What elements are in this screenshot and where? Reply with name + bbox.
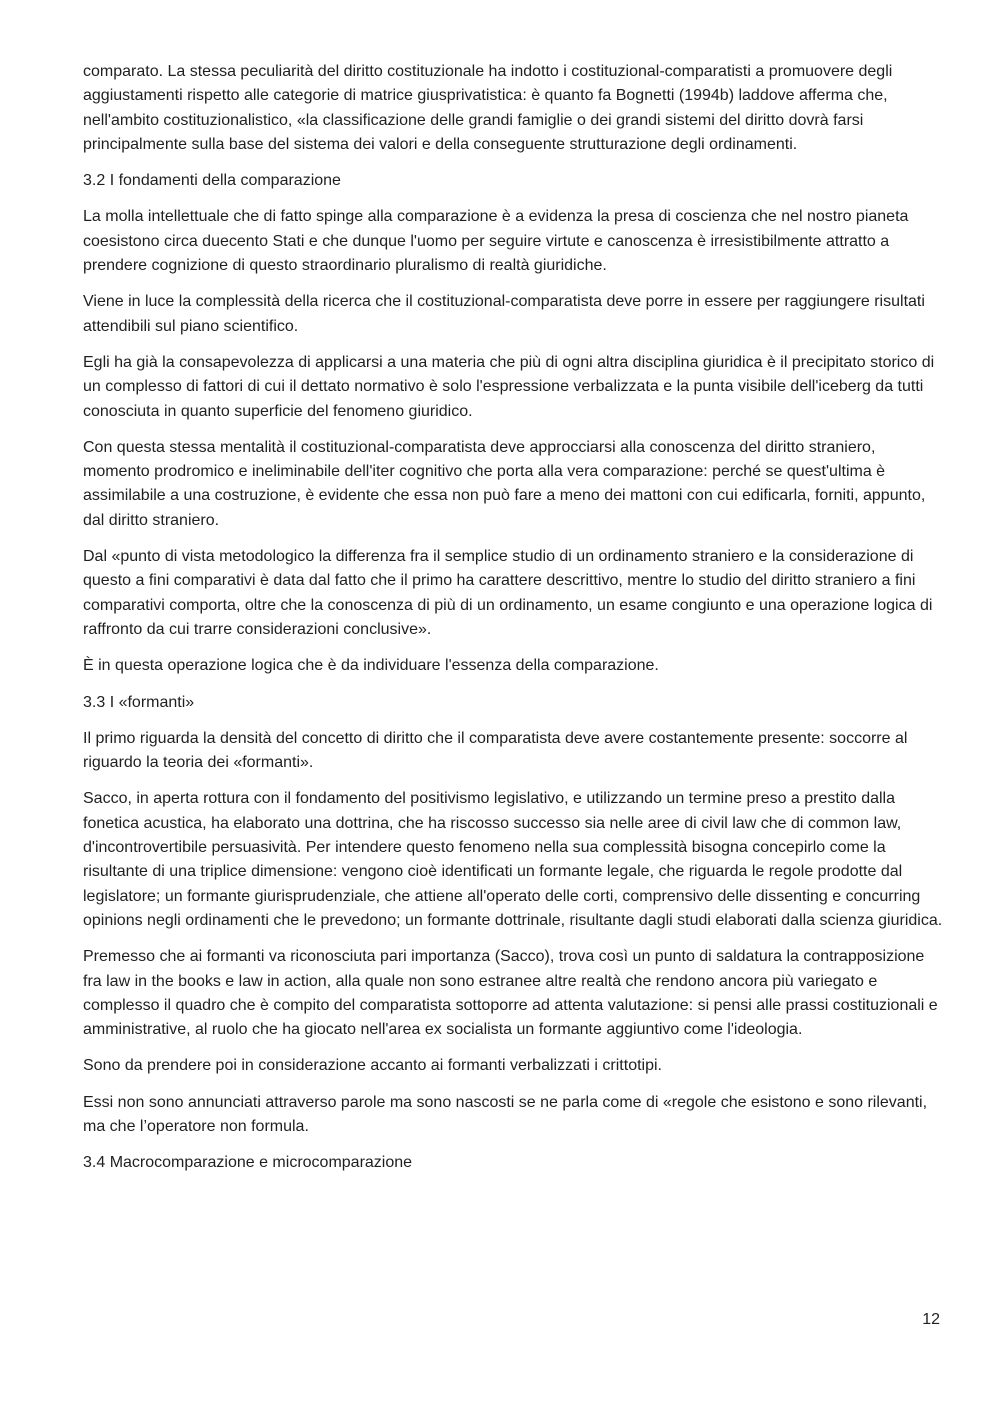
paragraph-continuation: comparato. La stessa peculiarità del diritto costituzionale ha indotto i costituzional-comparatisti a promuovere degli aggiustamenti rispetto alle categorie di matrice giusprivatistica: è quanto fa Bognetti (1994b) laddove afferma che, nell'ambito costituzionalistico, «la classificazione delle grandi famiglie o dei grandi sistemi del diritto dovrà farsi principalmente sulla base del sistema dei valori e della conseguente strutturazione degli ordinamenti.	[83, 63, 893, 153]
section-heading-3-2: 3.2 I fondamenti della comparazione	[83, 172, 341, 190]
paragraph: Sono da prendere poi in considerazione accanto ai formanti verbalizzati i crittotipi.	[83, 1057, 662, 1075]
section-heading-3-3: 3.3 I «formanti»	[83, 693, 195, 711]
paragraph: Egli ha già la consapevolezza di applicarsi a una materia che più di ogni altra disciplina giuridica è il precipitato storico di un complesso di fattori di cui il dettato normativo è solo l'espressione verbalizzata e la punta visibile dell'iceberg da tutti conosciuta in quanto superficie del fenomeno giuridico.	[83, 353, 935, 420]
paragraph: È in questa operazione logica che è da individuare l'essenza della comparazione.	[83, 657, 659, 675]
paragraph: Con questa stessa mentalità il costituzional-comparatista deve approcciarsi alla conoscenza del diritto straniero, momento prodromico e ineliminabile dell'iter cognitivo che porta alla vera comparazione: perché se quest'ultima è assimilabile a una costruzione, è evidente che essa non può fare a meno dei mattoni con cui edificarla, forniti, appunto, dal diritto straniero.	[83, 438, 926, 529]
paragraph: Dal «punto di vista metodologico la differenza fra il semplice studio di un ordinamento straniero e la considerazione di questo a fini comparativi è data dal fatto che il primo ha carattere descrittivo, mentre lo studio del diritto straniero a fini comparativi comporta, oltre che la conoscenza di più di un ordinamento, un esame congiunto e una operazione logica di raffronto da cui trarre considerazioni conclusive».	[83, 548, 933, 638]
paragraph: Il primo riguarda la densità del concetto di diritto che il comparatista deve avere costantemente presente: soccorre al riguardo la teoria dei «formanti».	[83, 729, 908, 772]
document-body	[83, 60, 943, 1188]
paragraph: Essi non sono annunciati attraverso parole ma sono nascosti se ne parla come di «regole che esistono e sono rilevanti, ma che l’operatore non formula.	[83, 1093, 928, 1135]
paragraph: Sacco, in aperta rottura con il fondamento del positivismo legislativo, e utilizzando un termine preso a prestito dalla fonetica acustica, ha elaborato una dottrina, che ha riscosso successo sia nelle aree di civil law che di common law, d'incontrovertibile persuasività. Per intendere questo fenomeno nella sua complessità bisogna concepirlo come la risultante di una triplice dimensione: vengono cioè identificati un formante legale, che riguarda le regole prodotte dal legislatore; un formante giurisprudenziale, che attiene all'operato delle corti, comprensivo delle dissenting e concurring opinions negli ordinamenti che le prevedono; un formante dottrinale, risultante dagli studi elaborati dalla scienza giuridica.	[83, 790, 943, 929]
page-number: 12	[922, 1311, 940, 1328]
paragraph: La molla intellettuale che di fatto spinge alla comparazione è a evidenza la presa di coscienza che nel nostro pianeta coesistono circa duecento Stati e che dunque l'uomo per seguire virtute e canoscenza è irresistibilmente attratto a prendere cognizione di questo straordinario pluralismo di realtà giuridiche.	[83, 208, 909, 275]
section-heading-3-4: 3.4 Macrocomparazione e microcomparazione	[83, 1154, 413, 1172]
paragraph: Viene in luce la complessità della ricerca che il costituzional-comparatista deve porre in essere per raggiungere risultati attendibili sul piano scientifico.	[83, 293, 925, 335]
paragraph: Premesso che ai formanti va riconosciuta pari importanza (Sacco), trova così un punto di saldatura la contrapposizione fra law in the books e law in action, alla quale non sono estranee altre realtà che rendono ancora più variegato e complesso il quadro che è compito del comparatista sottoporre ad attenta valutazione: si pensi alle prassi costituzionali e amministrative, al ruolo che ha giocato nell'area ex socialista un formante aggiuntivo come l'ideologia.	[83, 948, 938, 1039]
